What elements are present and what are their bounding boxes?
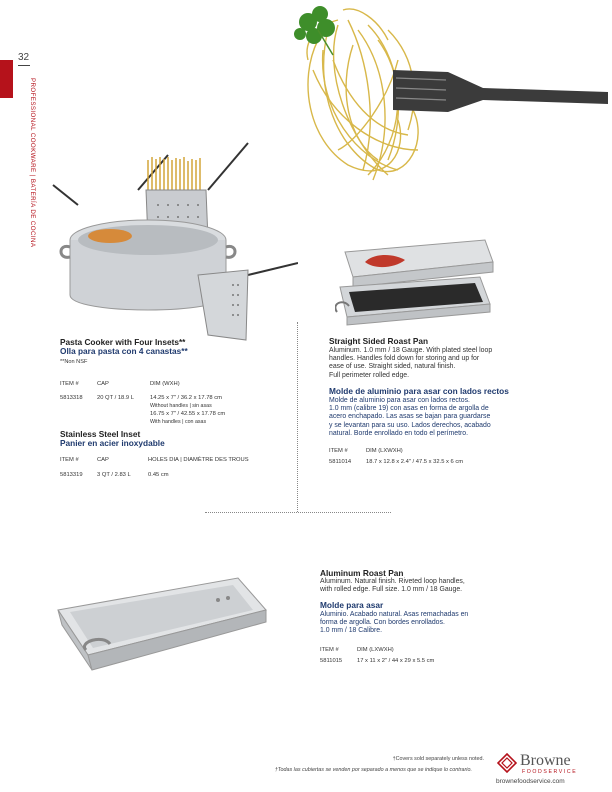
description-line: 1.0 mm / 18 Calibre. <box>320 627 383 635</box>
table-cell-item: 5813319 <box>60 472 83 478</box>
table-header: DIM (LXWXH) <box>366 448 403 454</box>
horizontal-divider <box>205 512 391 513</box>
description-line: ease of use. Straight sided, natural finish. <box>329 363 456 371</box>
aluminum-pan-description-es <box>320 611 550 636</box>
table-header: ITEM # <box>60 381 79 387</box>
table-cell-cap: 20 QT / 18.9 L <box>97 395 134 401</box>
aluminum-pan-title: Aluminum Roast Pan <box>320 568 404 578</box>
browne-logo-icon <box>497 753 517 773</box>
table-header: ITEM # <box>329 448 348 454</box>
table-cell-dim-note: With handles | con asas <box>150 419 207 425</box>
table-cell-item: 5813318 <box>60 395 83 401</box>
aluminum-pan-description <box>320 578 550 594</box>
table-header: HOLES DIA | DIAMÈTRE DES TROUS <box>148 457 249 463</box>
pasta-cooker-photo <box>48 135 298 345</box>
table-cell-holes: 0.45 cm <box>148 472 169 478</box>
straight-roast-pan-photo <box>335 232 500 327</box>
description-line: Aluminio. Acabado natural. Asas remachadas en <box>320 611 469 618</box>
table-cell-dim: 16.75 x 7" / 42.55 x 17.78 cm <box>150 411 226 417</box>
table-header: CAP <box>97 381 109 387</box>
table-header: CAP <box>97 457 109 463</box>
description-line: acero enchapado. Las asas se bajan para guardarse <box>329 413 491 421</box>
pasta-cooker-note: **Non NSF <box>60 359 88 365</box>
table-cell-item: 5811014 <box>329 459 352 465</box>
description-line: handles. Handles fold down for storing and up for <box>329 355 480 363</box>
description-line: Aluminum. 1.0 mm / 18 Gauge. With plated steel loop <box>329 347 493 354</box>
page-number-rule <box>18 65 30 66</box>
table-header: ITEM # <box>60 457 79 463</box>
section-label: PROFESSIONAL COOKWARE | BATERÍA DE COCINA <box>29 78 36 248</box>
table-cell-dim: 17 x 11 x 2" / 44 x 29 x 5.5 cm <box>357 658 435 664</box>
description-line: y se levantan para su uso. Lados derechos, acabado <box>329 421 491 429</box>
website-link[interactable]: brownefoodservice.com <box>496 778 565 785</box>
brand-name: Browne <box>520 752 571 769</box>
brand-subtitle: FOODSERVICE <box>522 769 578 775</box>
table-header: ITEM # <box>320 647 339 653</box>
table-header: DIM (LXWXH) <box>357 647 394 653</box>
table-cell-dim-note: Without handles | sin asas <box>150 403 212 409</box>
straight-pan-title: Straight Sided Roast Pan <box>329 336 429 346</box>
table-cell-dim: 18.7 x 12.8 x 2.4" / 47.5 x 32.5 x 6 cm <box>366 459 464 465</box>
page-number: 32 <box>18 52 30 63</box>
inset-title: Stainless Steel Inset <box>60 429 141 439</box>
table-cell-dim: 14.25 x 7" / 36.2 x 17.78 cm <box>150 395 222 401</box>
pasta-cooker-title-es: Olla para pasta con 4 canastas** <box>60 346 188 356</box>
straight-pan-title-es: Molde de aluminio para asar con lados rectos <box>329 386 509 396</box>
aluminum-pan-title-es: Molde para asar <box>320 600 384 610</box>
description-line: forma de argolla. Con bordes enrollados. <box>320 619 445 627</box>
inset-title-es: Panier en acier inoxydable <box>60 438 165 448</box>
description-line: Molde de aluminio para asar con lados rectos. <box>329 397 470 404</box>
description-line: Full perimeter rolled edge. <box>329 371 410 379</box>
table-cell-item: 5811015 <box>320 658 343 664</box>
vertical-divider <box>297 322 298 512</box>
section-tab <box>0 60 13 98</box>
straight-pan-description-es <box>329 397 559 438</box>
description-line: Aluminum. Natural finish. Riveted loop handles, <box>320 578 465 585</box>
table-header: DIM (WXH) <box>150 381 180 387</box>
footnote-es: †Todas las cubiertas se venden por separado a menos que se indique lo contrario. <box>274 767 472 773</box>
description-line: natural. Borde enrollado en todo el perímetro. <box>329 429 469 437</box>
description-line: with rolled edge. Full size. 1.0 mm / 18 Gauge. <box>320 586 463 594</box>
description-line: 1.0 mm (calibre 19) con asas en forma de argolla de <box>329 405 489 413</box>
straight-pan-description <box>329 347 559 380</box>
footnote: †Covers sold separately unless noted. <box>392 756 484 762</box>
table-cell-cap: 3 QT / 2.83 L <box>97 472 131 478</box>
aluminum-roast-pan-photo <box>48 570 268 678</box>
pasta-cooker-title: Pasta Cooker with Four Insets** <box>60 337 186 347</box>
pasta-on-fork-photo <box>278 0 608 195</box>
